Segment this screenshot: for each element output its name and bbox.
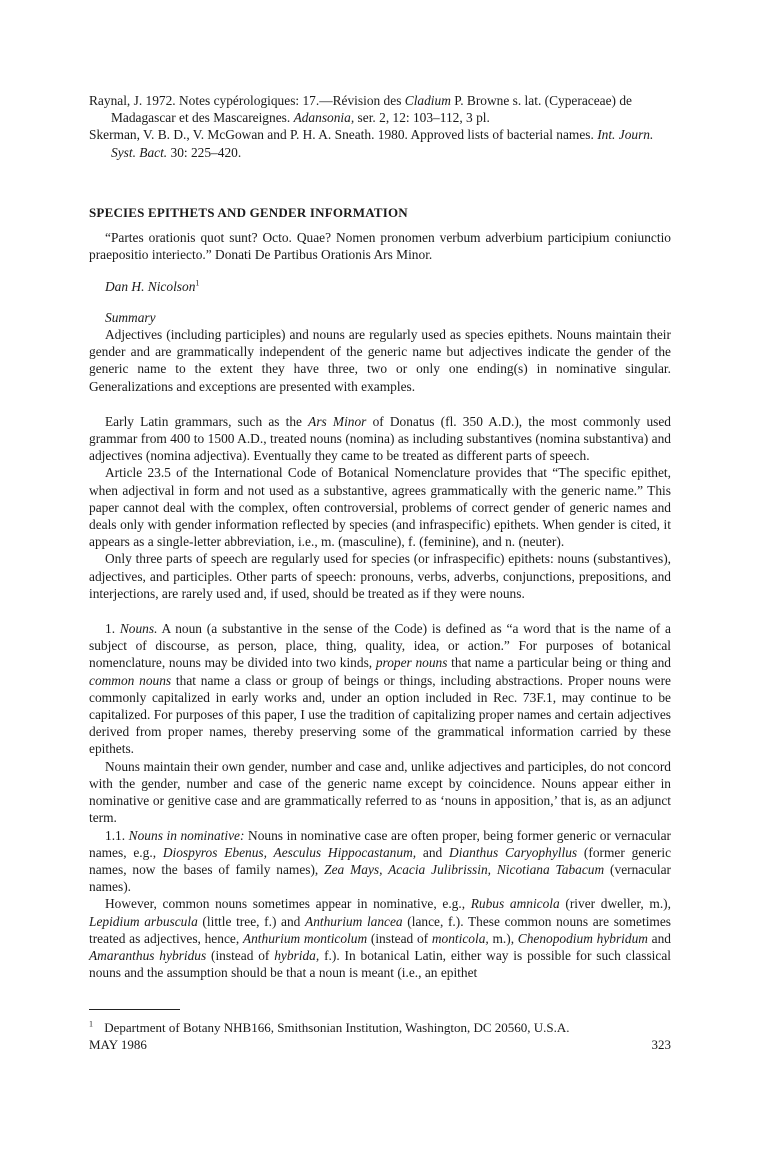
body-paragraph: Article 23.5 of the International Code of Botanical Nomenclature provides that “The specific epithet, when adjectival in form and not used as a substantive, agrees grammatically with the generic name.” This paper cannot deal with the complex, often controversial, problems of correct gender of generic names and deals only with gender information reflected by species (and infraspecific) epithets. When gender is cited, it appears as a single-letter abbreviation, i.e., m. (masculine), f. (feminine), and n. (neuter).	[89, 465, 671, 550]
footnote-text: Department of Botany NHB166, Smithsonian Institution, Washington, DC 20560, U.S.A.	[104, 1020, 570, 1035]
body-paragraph: However, common nouns sometimes appear in nominative, e.g., Rubus amnicola (river dweller, m.), Lepidium arbuscula (little tree, f.) and Anthurium lancea (lance, f.). These common nouns are sometimes treated as adjectives, hence, Anthurium monticolum (instead of monticola, m.), Chenopodium hybridum and Amaranthus hybridus (instead of hybrida, f.). In botanical Latin, either way is possible for such classical nouns and the assumption should be that a noun is meant (i.e., an epithet	[89, 896, 672, 981]
body-paragraph: 1.1. Nouns in nominative: Nouns in nominative case are often proper, being former generic or vernacular names, e.g., Diospyros Ebenus, Aesculus Hippocastanum, and Dianthus Caryophyllus (former generic names, now the bases of family names), Zea Mays, Acacia Julibrissin, Nicotiana Tabacum (vernacular names).	[89, 827, 672, 895]
page-number: 323	[651, 1037, 671, 1052]
body-paragraph: Early Latin grammars, such as the Ars Minor of Donatus (fl. 350 A.D.), the most commonly used grammar from 400 to 1500 A.D., treated nouns (nomina) as including substantives (nomina substantiva) and adjectives (nomina adjectiva). Eventually they came to be treated as different parts of speech.	[89, 413, 671, 464]
article	[89, 204, 671, 981]
references-block	[89, 92, 671, 161]
epigraph: “Partes orationis quot sunt? Octo. Quae? Nomen pronomen verbum adverbium participium coniunctio praepositio interiecto.” Donati De Partibus Orationis Ars Minor.	[89, 230, 671, 263]
reference-entry: Raynal, J. 1972. Notes cypérologiques: 17.—Révision des Cladium P. Browne s. lat. (Cyperaceae) de Madagascar et des Mascareignes. Adansonia, ser. 2, 12: 103–112, 3 pl.	[89, 93, 632, 126]
page-footer	[89, 1019, 671, 1053]
article-title: SPECIES EPITHETS AND GENDER INFORMATION	[89, 205, 408, 220]
summary-heading: Summary	[105, 309, 156, 325]
author-name: Dan H. Nicolson	[105, 278, 196, 294]
body-paragraph: Only three parts of speech are regularly used for species (or infraspecific) epithets: nouns (substantives), adjectives, and participles. Other parts of speech: pronouns, verbs, adverbs, conjunctions, prepositions, and interjections, are rarely used and, if used, should be treated as if they were nouns.	[89, 551, 671, 601]
article-body	[89, 395, 671, 982]
author-note-mark: 1	[195, 278, 200, 288]
issue-date: MAY 1986	[89, 1037, 147, 1052]
footnote-rule	[89, 1009, 180, 1010]
footnote	[89, 1019, 671, 1036]
reference-list	[89, 92, 671, 161]
reference-entry: Skerman, V. B. D., V. McGowan and P. H. A. Sneath. 1980. Approved lists of bacterial names. Int. Journ. Syst. Bact. 30: 225–420.	[89, 127, 654, 160]
body-paragraph: 1. Nouns. A noun (a substantive in the sense of the Code) is defined as “a word that is the name of a subject of discourse, as person, place, thing, quality, idea, or action.” For purposes of botanical nomenclature, nouns may be divided into two kinds, proper nouns that name a particular being or thing and common nouns that name a class or group of beings or things, including abstractions. Proper nouns were commonly capitalized in early works and, under an option included in Rec. 73F.1, may continue to be capitalized. For purposes of this paper, I use the tradition of capitalizing proper names and certain adjectives derived from proper names, thereby preserving some of the grammatical information carried by these epithets.	[89, 621, 671, 757]
footnote-mark: 1	[89, 1019, 93, 1029]
author-line	[89, 278, 671, 295]
summary-text: Adjectives (including participles) and nouns are regularly used as species epithets. Nouns maintain their gender and are grammatically independent of the generic name but adjectives indicate the gender of the generic name to the extent they have three, two or only one ending(s) in nominative singular. Generalizations and exceptions are presented with examples.	[89, 327, 671, 394]
body-paragraph: Nouns maintain their own gender, number and case and, unlike adjectives and participles, do not concord with the gender, number and case of the generic name except by coincidence. Nouns appear either in nominative or genitive case and are grammatically referred to as ‘nouns in apposition,’ that is, as an adjunct term.	[89, 758, 671, 826]
